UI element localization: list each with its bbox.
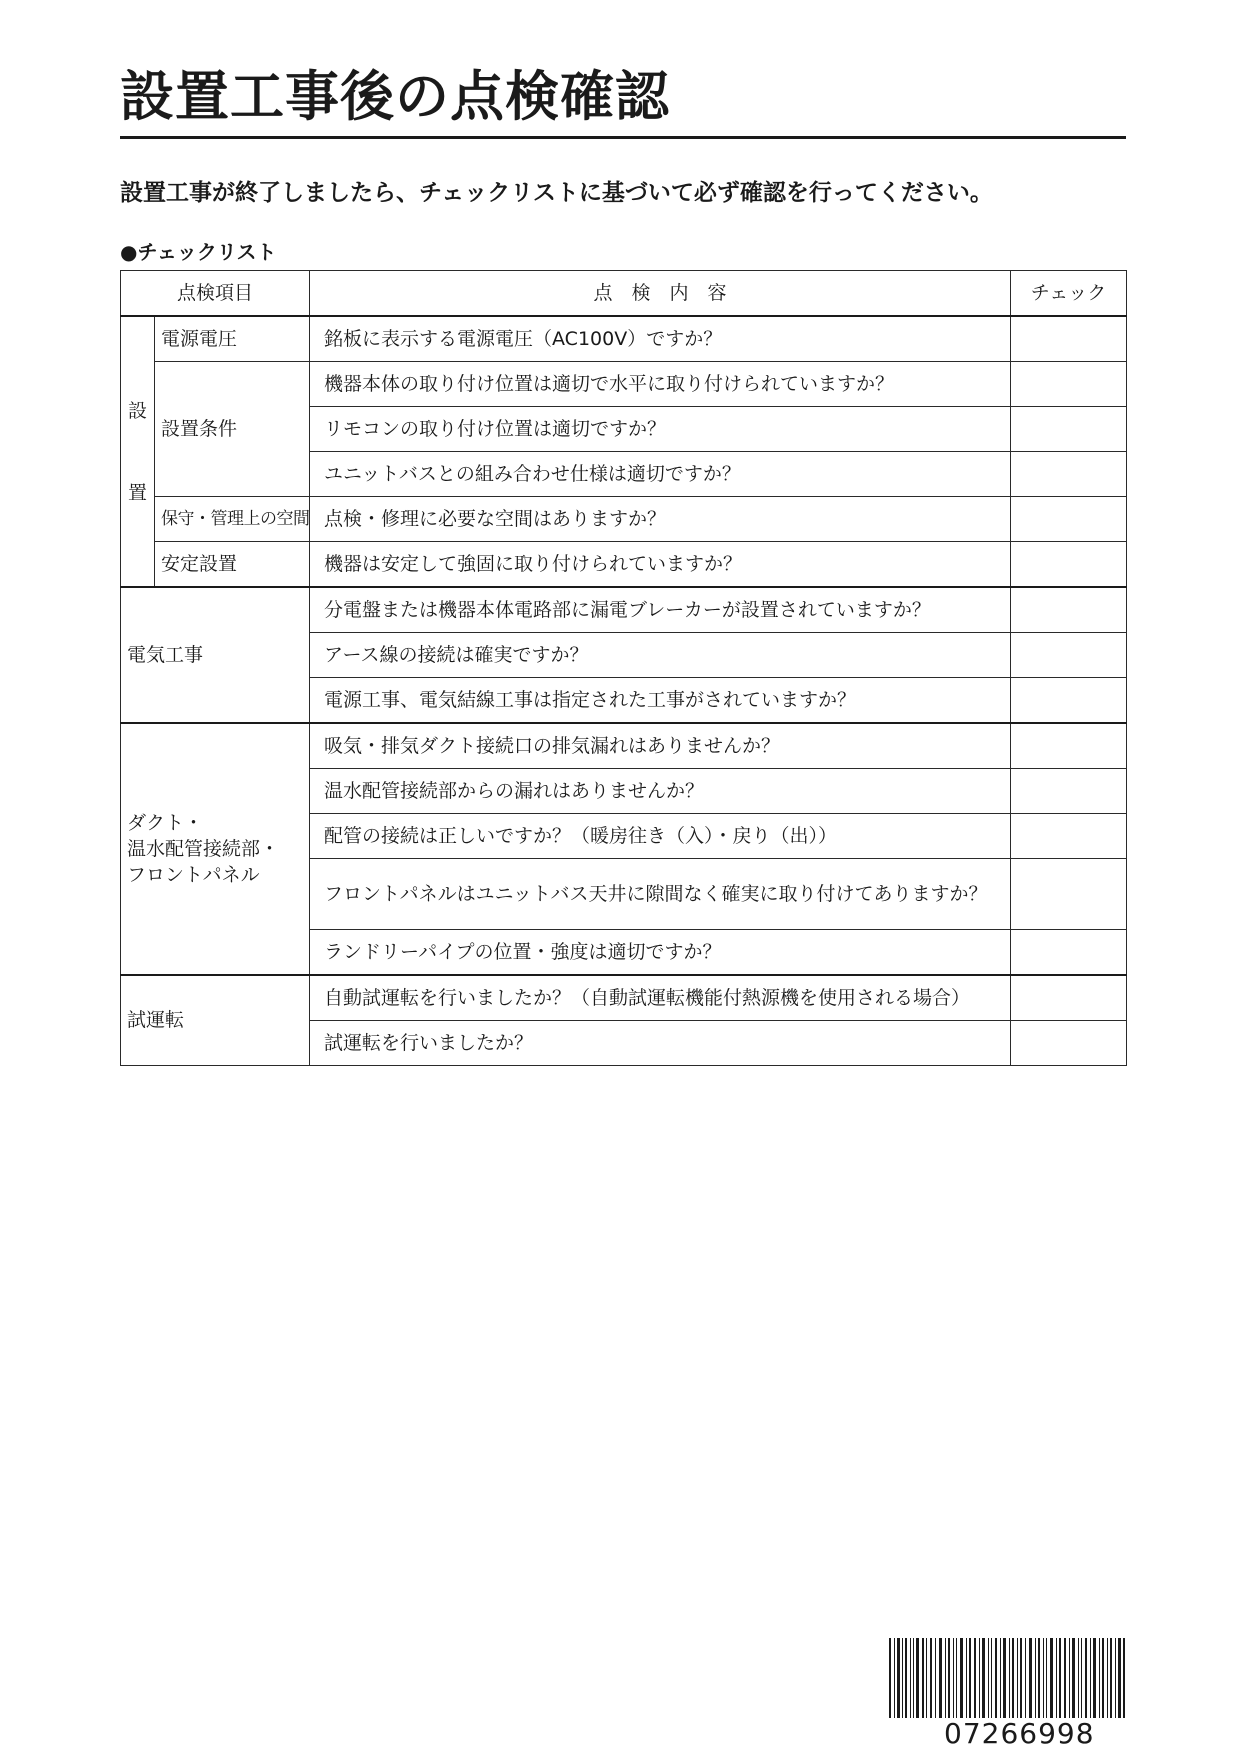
check-item: 吸気・排気ダクト接続口の排気漏れはありませんか？ (310, 723, 1011, 769)
check-box[interactable] (1011, 587, 1127, 633)
checklist-table (120, 270, 1127, 1066)
check-box[interactable] (1011, 814, 1127, 859)
subcategory-stability: 安定設置 (155, 542, 310, 588)
check-item: ランドリーパイプの位置・強度は適切ですか？ (310, 930, 1011, 976)
category-electrical: 電気工事 (121, 587, 310, 723)
check-item: 点検・修理に必要な空間はありますか？ (310, 497, 1011, 542)
check-item: 銘板に表示する電源電圧（AC100V）ですか？ (310, 316, 1011, 362)
check-item: 機器本体の取り付け位置は適切で水平に取り付けられていますか？ (310, 362, 1011, 407)
table-row (121, 587, 1127, 633)
check-box[interactable] (1011, 975, 1127, 1021)
category-installation-char-2: 置 (127, 481, 147, 504)
table-row (121, 316, 1127, 362)
check-item: 試運転を行いましたか？ (310, 1021, 1011, 1066)
barcode (889, 1638, 1125, 1718)
category-duct (121, 723, 310, 975)
intro-text: 設置工事が終了しましたら、チェックリストに基づいて必ず確認を行ってください。 (120, 180, 993, 206)
table-row (121, 542, 1127, 588)
check-box[interactable] (1011, 1021, 1127, 1066)
subcategory-conditions: 設置条件 (155, 362, 310, 497)
check-box[interactable] (1011, 930, 1127, 976)
header-category: 点検項目 (121, 271, 310, 317)
table-row (121, 497, 1127, 542)
table-row (121, 362, 1127, 407)
subcategory-maintenance-space: 保守・管理上の空間 (155, 497, 310, 542)
page-title: 設置工事後の点検確認 (120, 65, 670, 128)
category-installation (121, 316, 155, 587)
check-box[interactable] (1011, 497, 1127, 542)
table-row (121, 723, 1127, 769)
header-content-label: 点 検 内 容 (593, 281, 727, 304)
check-item: 自動試運転を行いましたか？（自動試運転機能付熱源機を使用される場合） (310, 975, 1011, 1021)
check-item: アース線の接続は確実ですか？ (310, 633, 1011, 678)
check-box[interactable] (1011, 723, 1127, 769)
header-content (310, 271, 1011, 317)
check-box[interactable] (1011, 407, 1127, 452)
category-duct-line-2: 温水配管接続部・ (127, 838, 280, 860)
check-box[interactable] (1011, 678, 1127, 724)
checklist-heading: ●チェックリスト (120, 240, 277, 264)
check-item: ユニットバスとの組み合わせ仕様は適切ですか？ (310, 452, 1011, 497)
category-duct-line-3: フロントパネル (127, 864, 260, 886)
check-box[interactable] (1011, 769, 1127, 814)
check-item: 配管の接続は正しいですか？（暖房往き（入）・戻り（出）） (310, 814, 1011, 859)
category-installation-char-1: 設 (127, 399, 147, 422)
table-header-row (121, 271, 1127, 317)
check-box[interactable] (1011, 316, 1127, 362)
check-item: 分電盤または機器本体電路部に漏電ブレーカーが設置されていますか？ (310, 587, 1011, 633)
category-duct-line-1: ダクト・ (127, 812, 204, 834)
check-box[interactable] (1011, 859, 1127, 930)
check-item: フロントパネルはユニットバス天井に隙間なく確実に取り付けてありますか？ (310, 859, 1011, 930)
check-box[interactable] (1011, 362, 1127, 407)
check-box[interactable] (1011, 633, 1127, 678)
check-item: 温水配管接続部からの漏れはありませんか？ (310, 769, 1011, 814)
title-divider (120, 136, 1126, 139)
subcategory-power-voltage: 電源電圧 (155, 316, 310, 362)
check-box[interactable] (1011, 452, 1127, 497)
header-check: チェック (1011, 271, 1127, 317)
check-item: リモコンの取り付け位置は適切ですか？ (310, 407, 1011, 452)
barcode-number: 07266998 (944, 1717, 1095, 1750)
category-trial: 試運転 (121, 975, 310, 1066)
table-row (121, 975, 1127, 1021)
check-box[interactable] (1011, 542, 1127, 588)
check-item: 電源工事、電気結線工事は指定された工事がされていますか？ (310, 678, 1011, 724)
check-item: 機器は安定して強固に取り付けられていますか？ (310, 542, 1011, 588)
